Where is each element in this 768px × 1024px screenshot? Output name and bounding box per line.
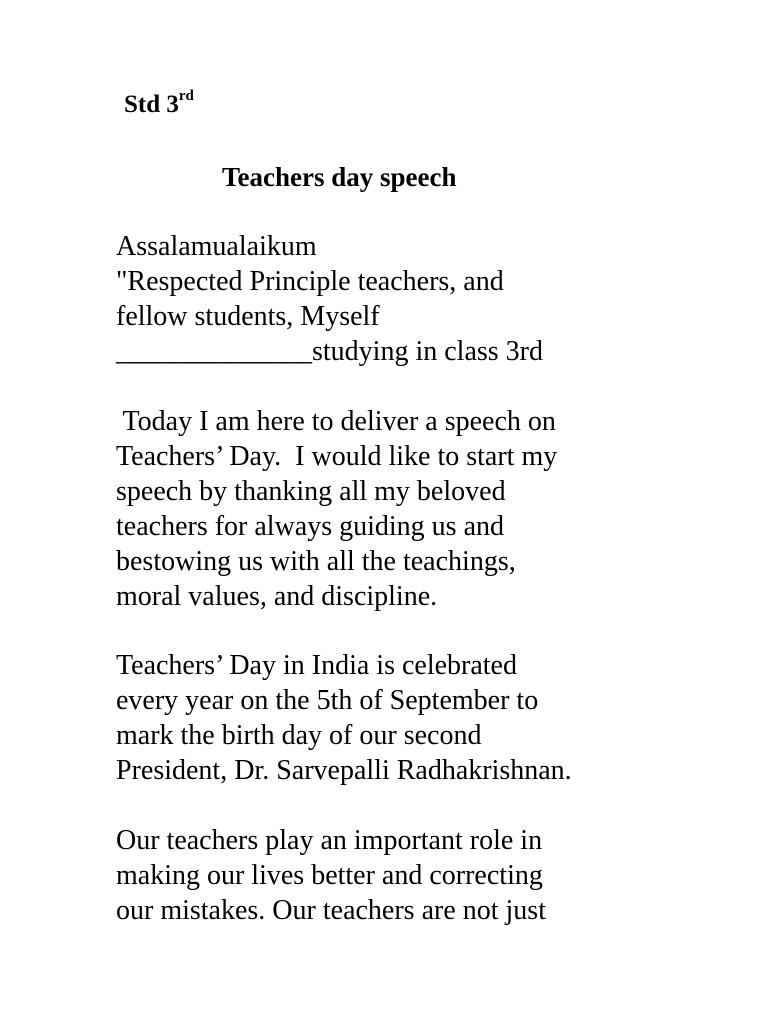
- paragraph-line: teachers for always guiding us and: [116, 511, 504, 542]
- history-paragraph: [116, 648, 736, 788]
- paragraph-line: our mistakes. Our teachers are not just: [116, 895, 546, 926]
- paragraph-line: Today I am here to deliver a speech on: [116, 406, 556, 437]
- paragraph-line: President, Dr. Sarvepalli Radhakrishnan.: [116, 755, 572, 786]
- paragraph-line: mark the birth day of our second: [116, 720, 482, 751]
- grade-heading: [124, 88, 194, 122]
- grade-text: Std 3: [124, 91, 179, 118]
- greeting-paragraph: [116, 229, 736, 369]
- paragraph-line: Assalamualaikum: [116, 231, 317, 262]
- paragraph-line: Our teachers play an important role in: [116, 825, 543, 856]
- page-title: Teachers day speech: [222, 162, 457, 192]
- paragraph-line: Teachers’ Day. I would like to start my: [116, 441, 558, 472]
- grade-suffix: rd: [178, 87, 194, 104]
- paragraph-line: every year on the 5th of September to: [116, 685, 539, 716]
- paragraph-line: Teachers’ Day in India is celebrated: [116, 650, 517, 681]
- paragraph-line: speech by thanking all my beloved: [116, 476, 506, 507]
- paragraph-line: fellow students, Myself: [116, 301, 380, 332]
- paragraph-line: bestowing us with all the teachings,: [116, 546, 516, 577]
- role-paragraph: [116, 823, 736, 928]
- intro-paragraph: [116, 404, 736, 614]
- paragraph-line: moral values, and discipline.: [116, 581, 438, 612]
- paragraph-line: "Respected Principle teachers, and: [116, 266, 504, 297]
- paragraph-line: making our lives better and correcting: [116, 860, 543, 891]
- paragraph-line: ______________studying in class 3rd: [116, 336, 543, 367]
